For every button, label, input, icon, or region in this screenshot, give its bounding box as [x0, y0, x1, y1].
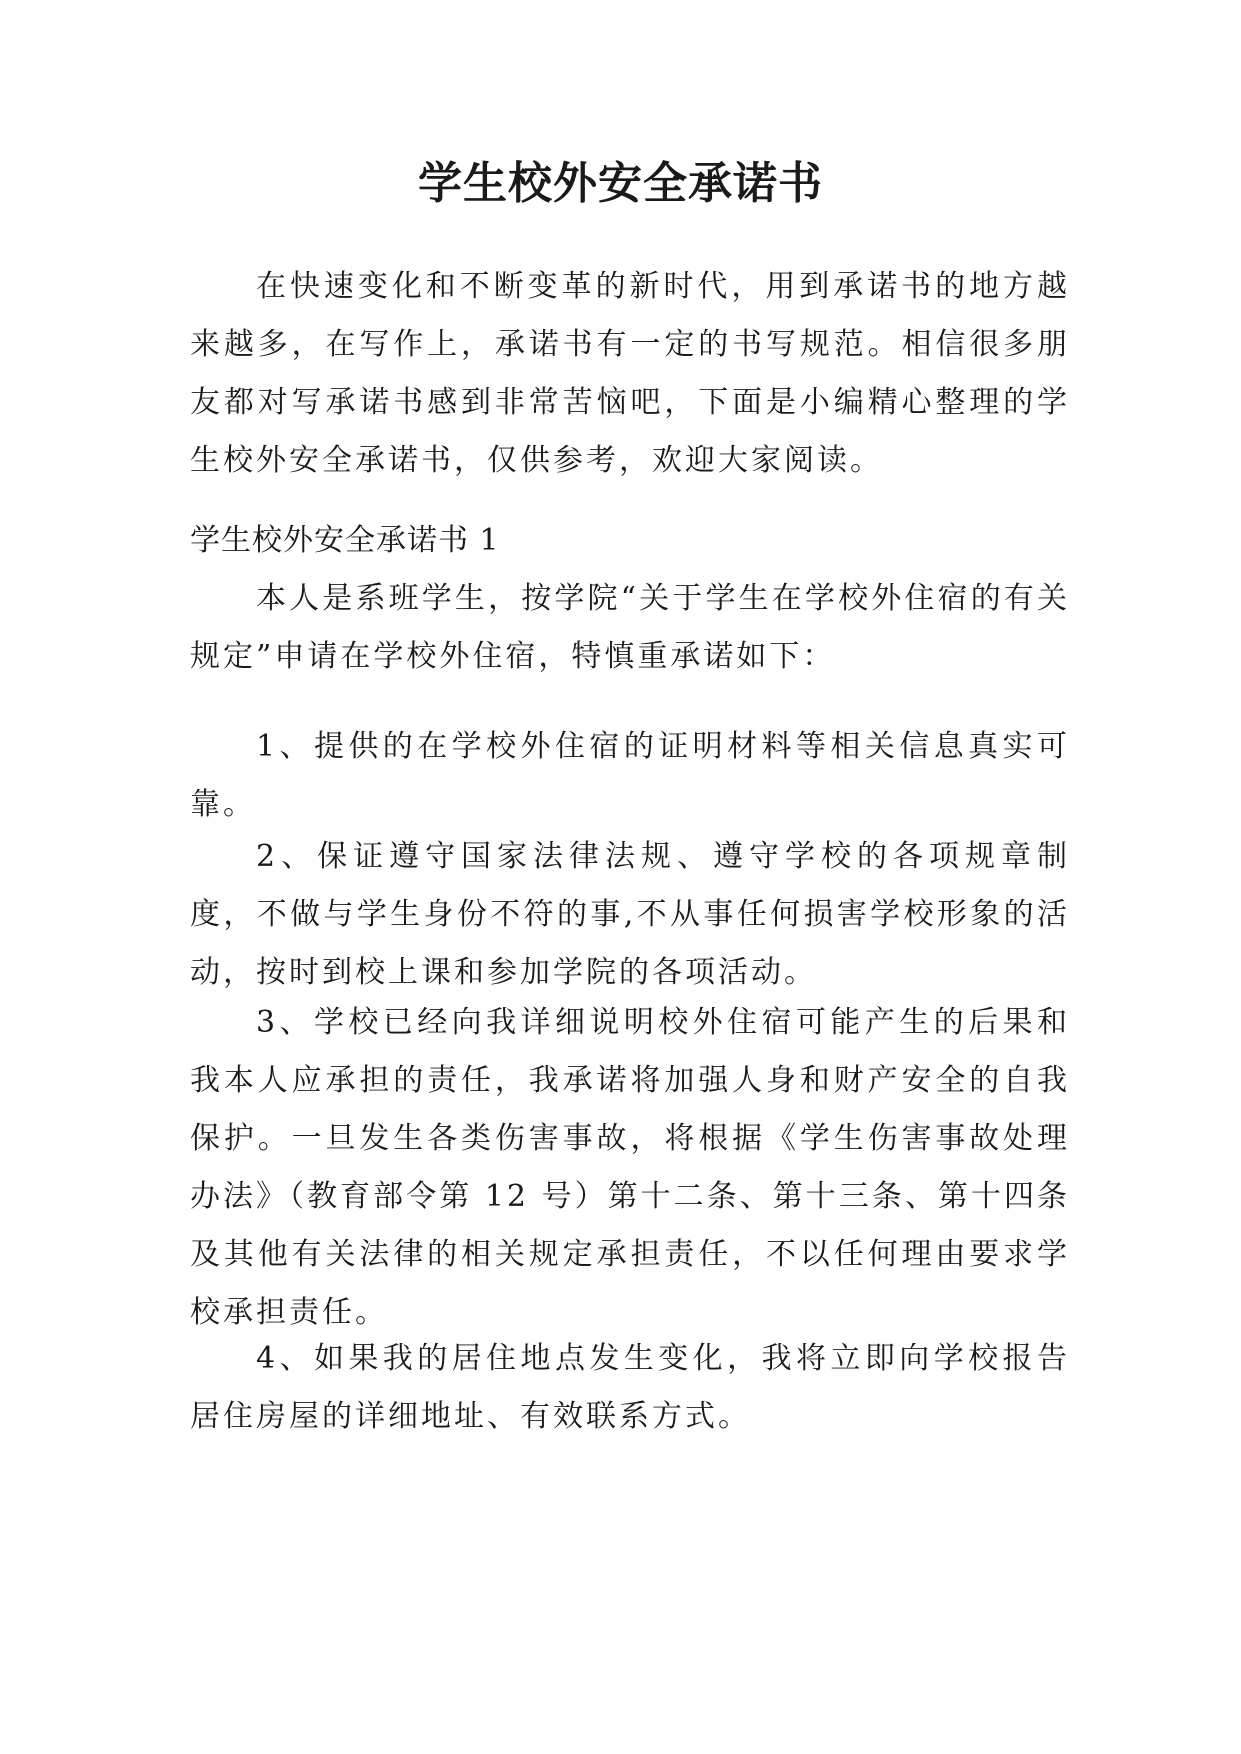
commitment-item-3: 3、学校已经向我详细说明校外住宿可能产生的后果和我本人应承担的责任，我承诺将加强人身和财产安全的自我保护。一旦发生各类伤害事故，将根据《学生伤害事故处理办法》（教育部令第 12 号）第十二条、第十三条、第十四条及其他有关法律的相关规定承担责任，不以任何理由要求学校承担责任。 [190, 1005, 1070, 1330]
document-title: 学生校外安全承诺书 [418, 158, 823, 209]
commitment-item-2: 2、保证遵守国家法律法规、遵守学校的各项规章制度，不做与学生身份不符的事,不从事任何损害学校形象的活动，按时到校上课和参加学院的各项活动。 [190, 839, 1070, 990]
intro-paragraph: 在快速变化和不断变革的新时代，用到承诺书的地方越来越多，在写作上，承诺书有一定的书写规范。相信很多朋友都对写承诺书感到非常苦恼吧，下面是小编精心整理的学生校外安全承诺书，仅供参考，欢迎大家阅读。 [190, 269, 1070, 478]
opening-paragraph: 本人是系班学生，按学院“关于学生在学校外住宿的有关规定”申请在学校外住宿，特慎重承诺如下： [190, 581, 1070, 674]
section-heading: 学生校外安全承诺书 1 [190, 523, 500, 558]
commitment-item-4: 4、如果我的居住地点发生变化，我将立即向学校报告居住房屋的详细地址、有效联系方式。 [190, 1341, 1070, 1434]
commitment-item-1: 1、提供的在学校外住宿的证明材料等相关信息真实可靠。 [190, 729, 1070, 822]
